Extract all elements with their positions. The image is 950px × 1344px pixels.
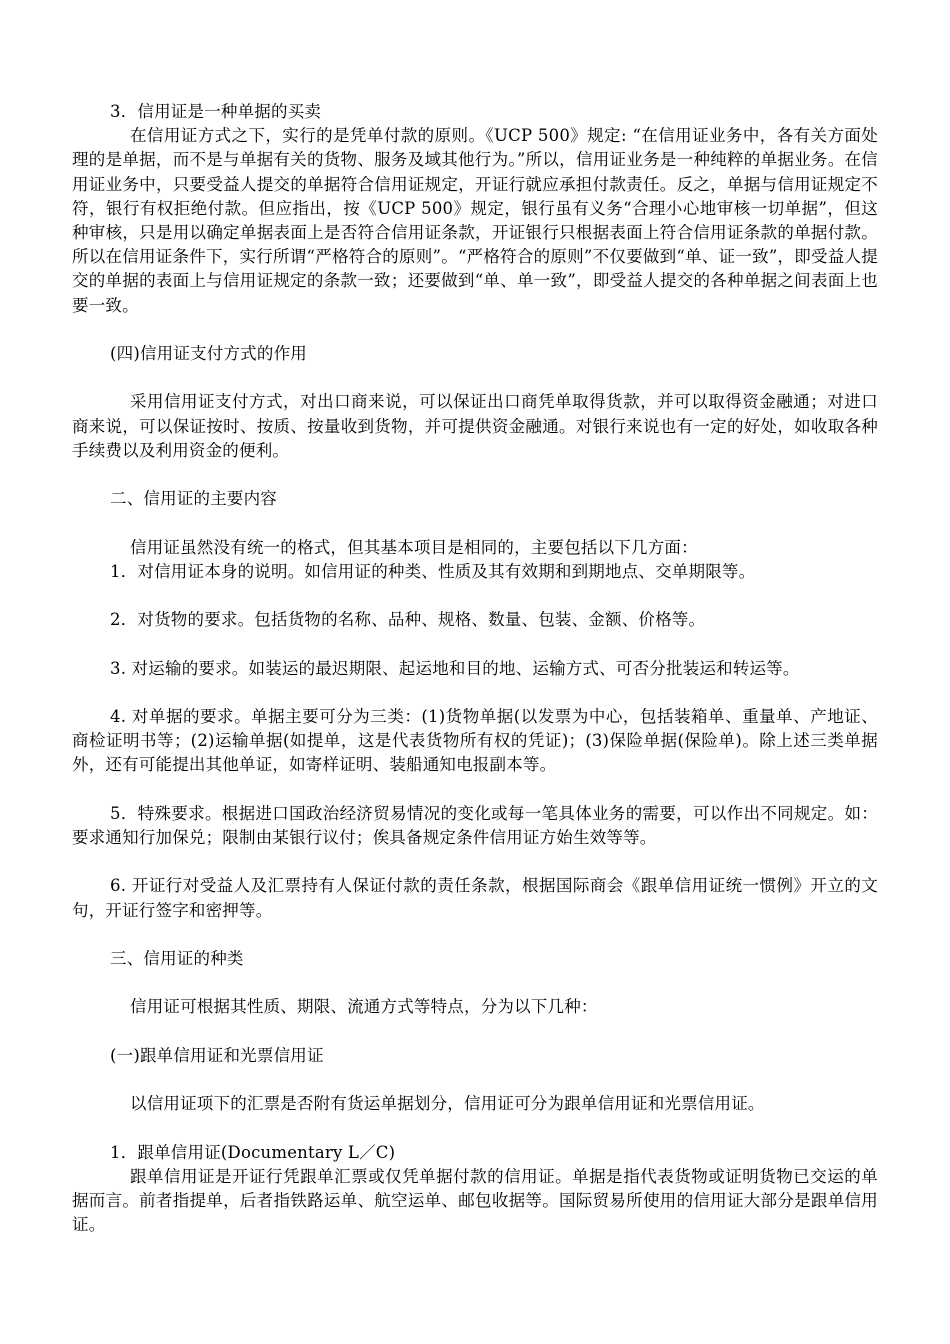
list-item: 3. 对运输的要求。如装运的最迟期限、起运地和目的地、运输方式、可否分批装运和转运等。 bbox=[110, 658, 800, 678]
body-paragraph: 采用信用证支付方式，对出口商来说，可以保证出口商凭单取得货款，并可以取得资金融通；对进口商来说，可以保证按时、按质、按量收到货物，并可提供资金融通。对银行来说也有一定的好处，如收取各种手续费以及利用资金的便利。 bbox=[72, 392, 878, 460]
list-item: 2．对货物的要求。包括货物的名称、品种、规格、数量、包装、金额、价格等。 bbox=[110, 610, 706, 630]
paragraph-gap bbox=[72, 681, 878, 705]
section-heading: 三、信用证的种类 bbox=[110, 948, 244, 968]
body-paragraph: 跟单信用证是开证行凭跟单汇票或仅凭单据付款的信用证。单据是指代表货物或证明货物已交运的单据而言。前者指提单，后者指铁路运单、航空运单、邮包收据等。国际贸易所使用的信用证大部分是跟单信用证。 bbox=[72, 1166, 878, 1235]
paragraph-gap bbox=[72, 366, 878, 390]
paragraph-gap bbox=[72, 318, 878, 342]
paragraph-gap bbox=[72, 923, 878, 947]
section-heading: (四)信用证支付方式的作用 bbox=[110, 344, 307, 364]
section-heading: 3．信用证是一种单据的买卖 bbox=[110, 102, 322, 121]
list-item: 6. 开证行对受益人及汇票持有人保证付款的责任条款，根据国际商会《跟单信用证统一惯例》开立的文句，开证行签字和密押等。 bbox=[72, 876, 878, 920]
paragraph-gap bbox=[72, 850, 878, 874]
section-heading: 二、信用证的主要内容 bbox=[110, 489, 277, 509]
paragraph-gap bbox=[72, 463, 878, 487]
list-item: 5．特殊要求。根据进口国政治经济贸易情况的变化或每一笔具体业务的需要，可以作出不同规定。如：要求通知行加保兑；限制由某银行议付；俟具备规定条件信用证方始生效等等。 bbox=[72, 803, 878, 847]
section-heading: (一)跟单信用证和光票信用证 bbox=[110, 1045, 324, 1065]
paragraph-gap bbox=[72, 511, 878, 535]
paragraph-gap bbox=[72, 584, 878, 608]
document-page bbox=[72, 100, 878, 1237]
paragraph-gap bbox=[72, 1020, 878, 1044]
list-item: 1．对信用证本身的说明。如信用证的种类、性质及其有效期和到期地点、交单期限等。 bbox=[110, 561, 756, 581]
paragraph-gap bbox=[72, 971, 878, 995]
body-paragraph: 信用证虽然没有统一的格式，但其基本项目是相同的，主要包括以下几方面： bbox=[130, 537, 698, 557]
body-paragraph: 信用证可根据其性质、期限、流通方式等特点，分为以下几种： bbox=[130, 997, 598, 1017]
list-item: 4. 对单据的要求。单据主要可分为三类：(1)货物单据(以发票为中心，包括装箱单、重量单、产地证、商检证明书等；(2)运输单据(如提单，这是代表货物所有权的凭证)；(3)保险单据(保险单)。除上述三类单据外，还有可能提出其他单证，如寄样证明、装船通知电报副本等。 bbox=[72, 706, 878, 775]
paragraph-gap bbox=[72, 1116, 878, 1140]
paragraph-gap bbox=[72, 778, 878, 802]
body-paragraph: 以信用证项下的汇票是否附有货运单据划分，信用证可分为跟单信用证和光票信用证。 bbox=[130, 1094, 765, 1114]
paragraph-gap bbox=[72, 1068, 878, 1092]
body-paragraph: 在信用证方式之下，实行的是凭单付款的原则。《UCP 500》规定: “在信用证业务中，各有关方面处理的是单据，而不是与单据有关的货物、服务及域其他行为。”所以，信用证业务是一种纯粹的单据业务。在信用证业务中，只要受益人提交的单据符合信用证规定，开证行就应承担付款责任。反之，单据与信用证规定不符，银行有权拒绝付款。但应指出，按《UCP 500》规定，银行虽有义务“合理小心地审核一切单据”，但这种审核，只是用以确定单据表面上是否符合信用证条款，开证银行只根据表面上符合信用证条款的单据付款。所以在信用证条件下，实行所谓“严格符合的原则”。“严格符合的原则”不仅要做到“单、证一致”，即受益人提交的单据的表面上与信用证规定的条款一致；还要做到“单、单一致”，即受益人提交的各种单据之间表面上也要一致。 bbox=[72, 126, 878, 315]
paragraph-gap bbox=[72, 632, 878, 656]
subsection-heading: 1．跟单信用证(Documentary L／C) bbox=[110, 1142, 396, 1162]
